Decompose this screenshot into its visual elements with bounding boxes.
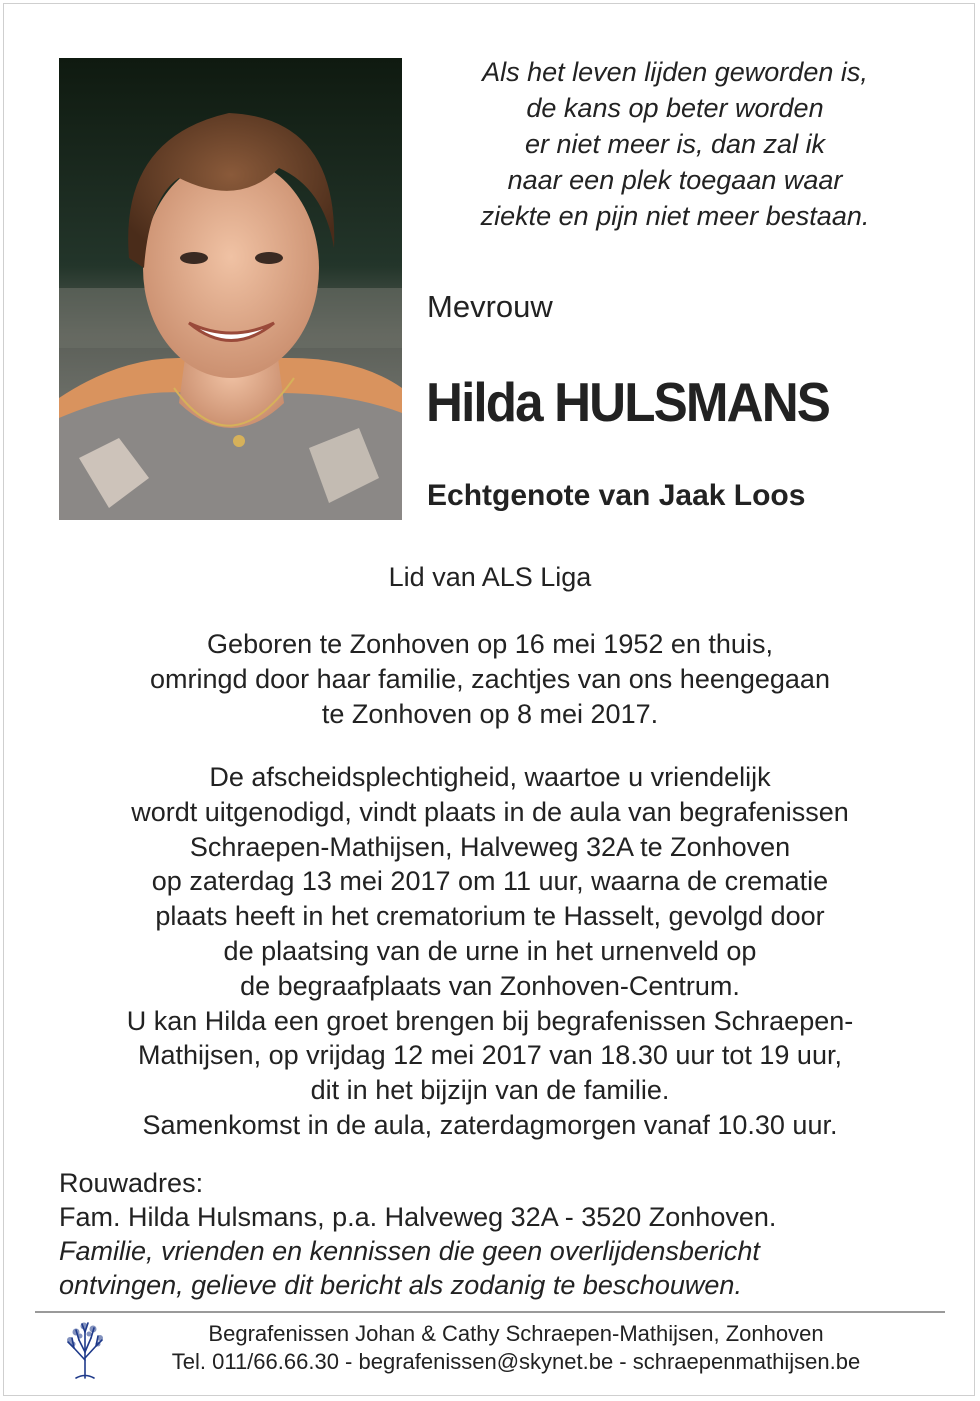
birth-death-block xyxy=(0,627,980,731)
ceremony-line: dit in het bijzijn van de familie. xyxy=(310,1075,670,1106)
spouse-line: Echtgenote van Jaak Loos xyxy=(427,479,806,512)
footer-divider xyxy=(35,1311,945,1313)
funeral-home-contact: Tel. 011/66.66.30 - begrafenissen@skynet.be - schraepenmathijsen.be xyxy=(171,1349,861,1374)
poem-line: ziekte en pijn niet meer bestaan. xyxy=(480,201,870,231)
membership xyxy=(0,560,980,595)
poem-line: er niet meer is, dan zal ik xyxy=(524,129,826,159)
birth-death-line: omringd door haar familie, zachtjes van ons heengegaan xyxy=(150,663,830,694)
poem-line: de kans op beter worden xyxy=(526,93,824,123)
poem-line: Als het leven lijden geworden is, xyxy=(482,57,868,87)
address-label: Rouwadres: xyxy=(59,1168,204,1198)
poem xyxy=(420,54,930,234)
deceased-name: Hilda HULSMANS xyxy=(426,371,830,433)
funeral-home-name: Begrafenissen Johan & Cathy Schraepen-Mathijsen, Zonhoven xyxy=(208,1321,824,1346)
ceremony-block xyxy=(0,760,980,1143)
ceremony-line: Samenkomst in de aula, zaterdagmorgen vanaf 10.30 uur. xyxy=(142,1109,838,1140)
address-note-line: Familie, vrienden en kennissen die geen overlijdensbericht xyxy=(59,1236,760,1266)
birth-death-line: Geboren te Zonhoven op 16 mei 1952 en thuis, xyxy=(207,629,773,659)
portrait-photo xyxy=(59,58,402,520)
funeral-home-footer xyxy=(126,1320,906,1376)
mourning-address xyxy=(59,1166,776,1302)
tree-icon xyxy=(62,1318,108,1380)
ceremony-line: plaats heeft in het crematorium te Hasselt, gevolgd door xyxy=(155,901,825,932)
ceremony-line: De afscheidsplechtigheid, waartoe u vriendelijk xyxy=(209,762,771,792)
ceremony-line: Schraepen-Mathijsen, Halveweg 32A te Zonhoven xyxy=(189,831,791,862)
ceremony-line: de begraafplaats van Zonhoven-Centrum. xyxy=(240,970,740,1001)
ceremony-line: wordt uitgenodigd, vindt plaats in de aula van begrafenissen xyxy=(131,796,849,827)
address-note-line: ontvingen, gelieve dit bericht als zodanig te beschouwen. xyxy=(59,1270,742,1300)
ceremony-line: U kan Hilda een groet brengen bij begrafenissen Schraepen- xyxy=(126,1005,854,1036)
honorific: Mevrouw xyxy=(427,289,553,324)
ceremony-line: de plaatsing van de urne in het urnenveld op xyxy=(223,935,757,966)
ceremony-line: op zaterdag 13 mei 2017 om 11 uur, waarna de crematie xyxy=(151,866,829,897)
address-line: Fam. Hilda Hulsmans, p.a. Halveweg 32A - 3520 Zonhoven. xyxy=(59,1202,777,1232)
birth-death-line: te Zonhoven op 8 mei 2017. xyxy=(321,698,659,729)
membership-text: Lid van ALS Liga xyxy=(388,562,592,592)
poem-line: naar een plek toegaan waar xyxy=(507,165,843,195)
ceremony-line: Mathijsen, op vrijdag 12 mei 2017 van 18.30 uur tot 19 uur, xyxy=(138,1040,842,1071)
